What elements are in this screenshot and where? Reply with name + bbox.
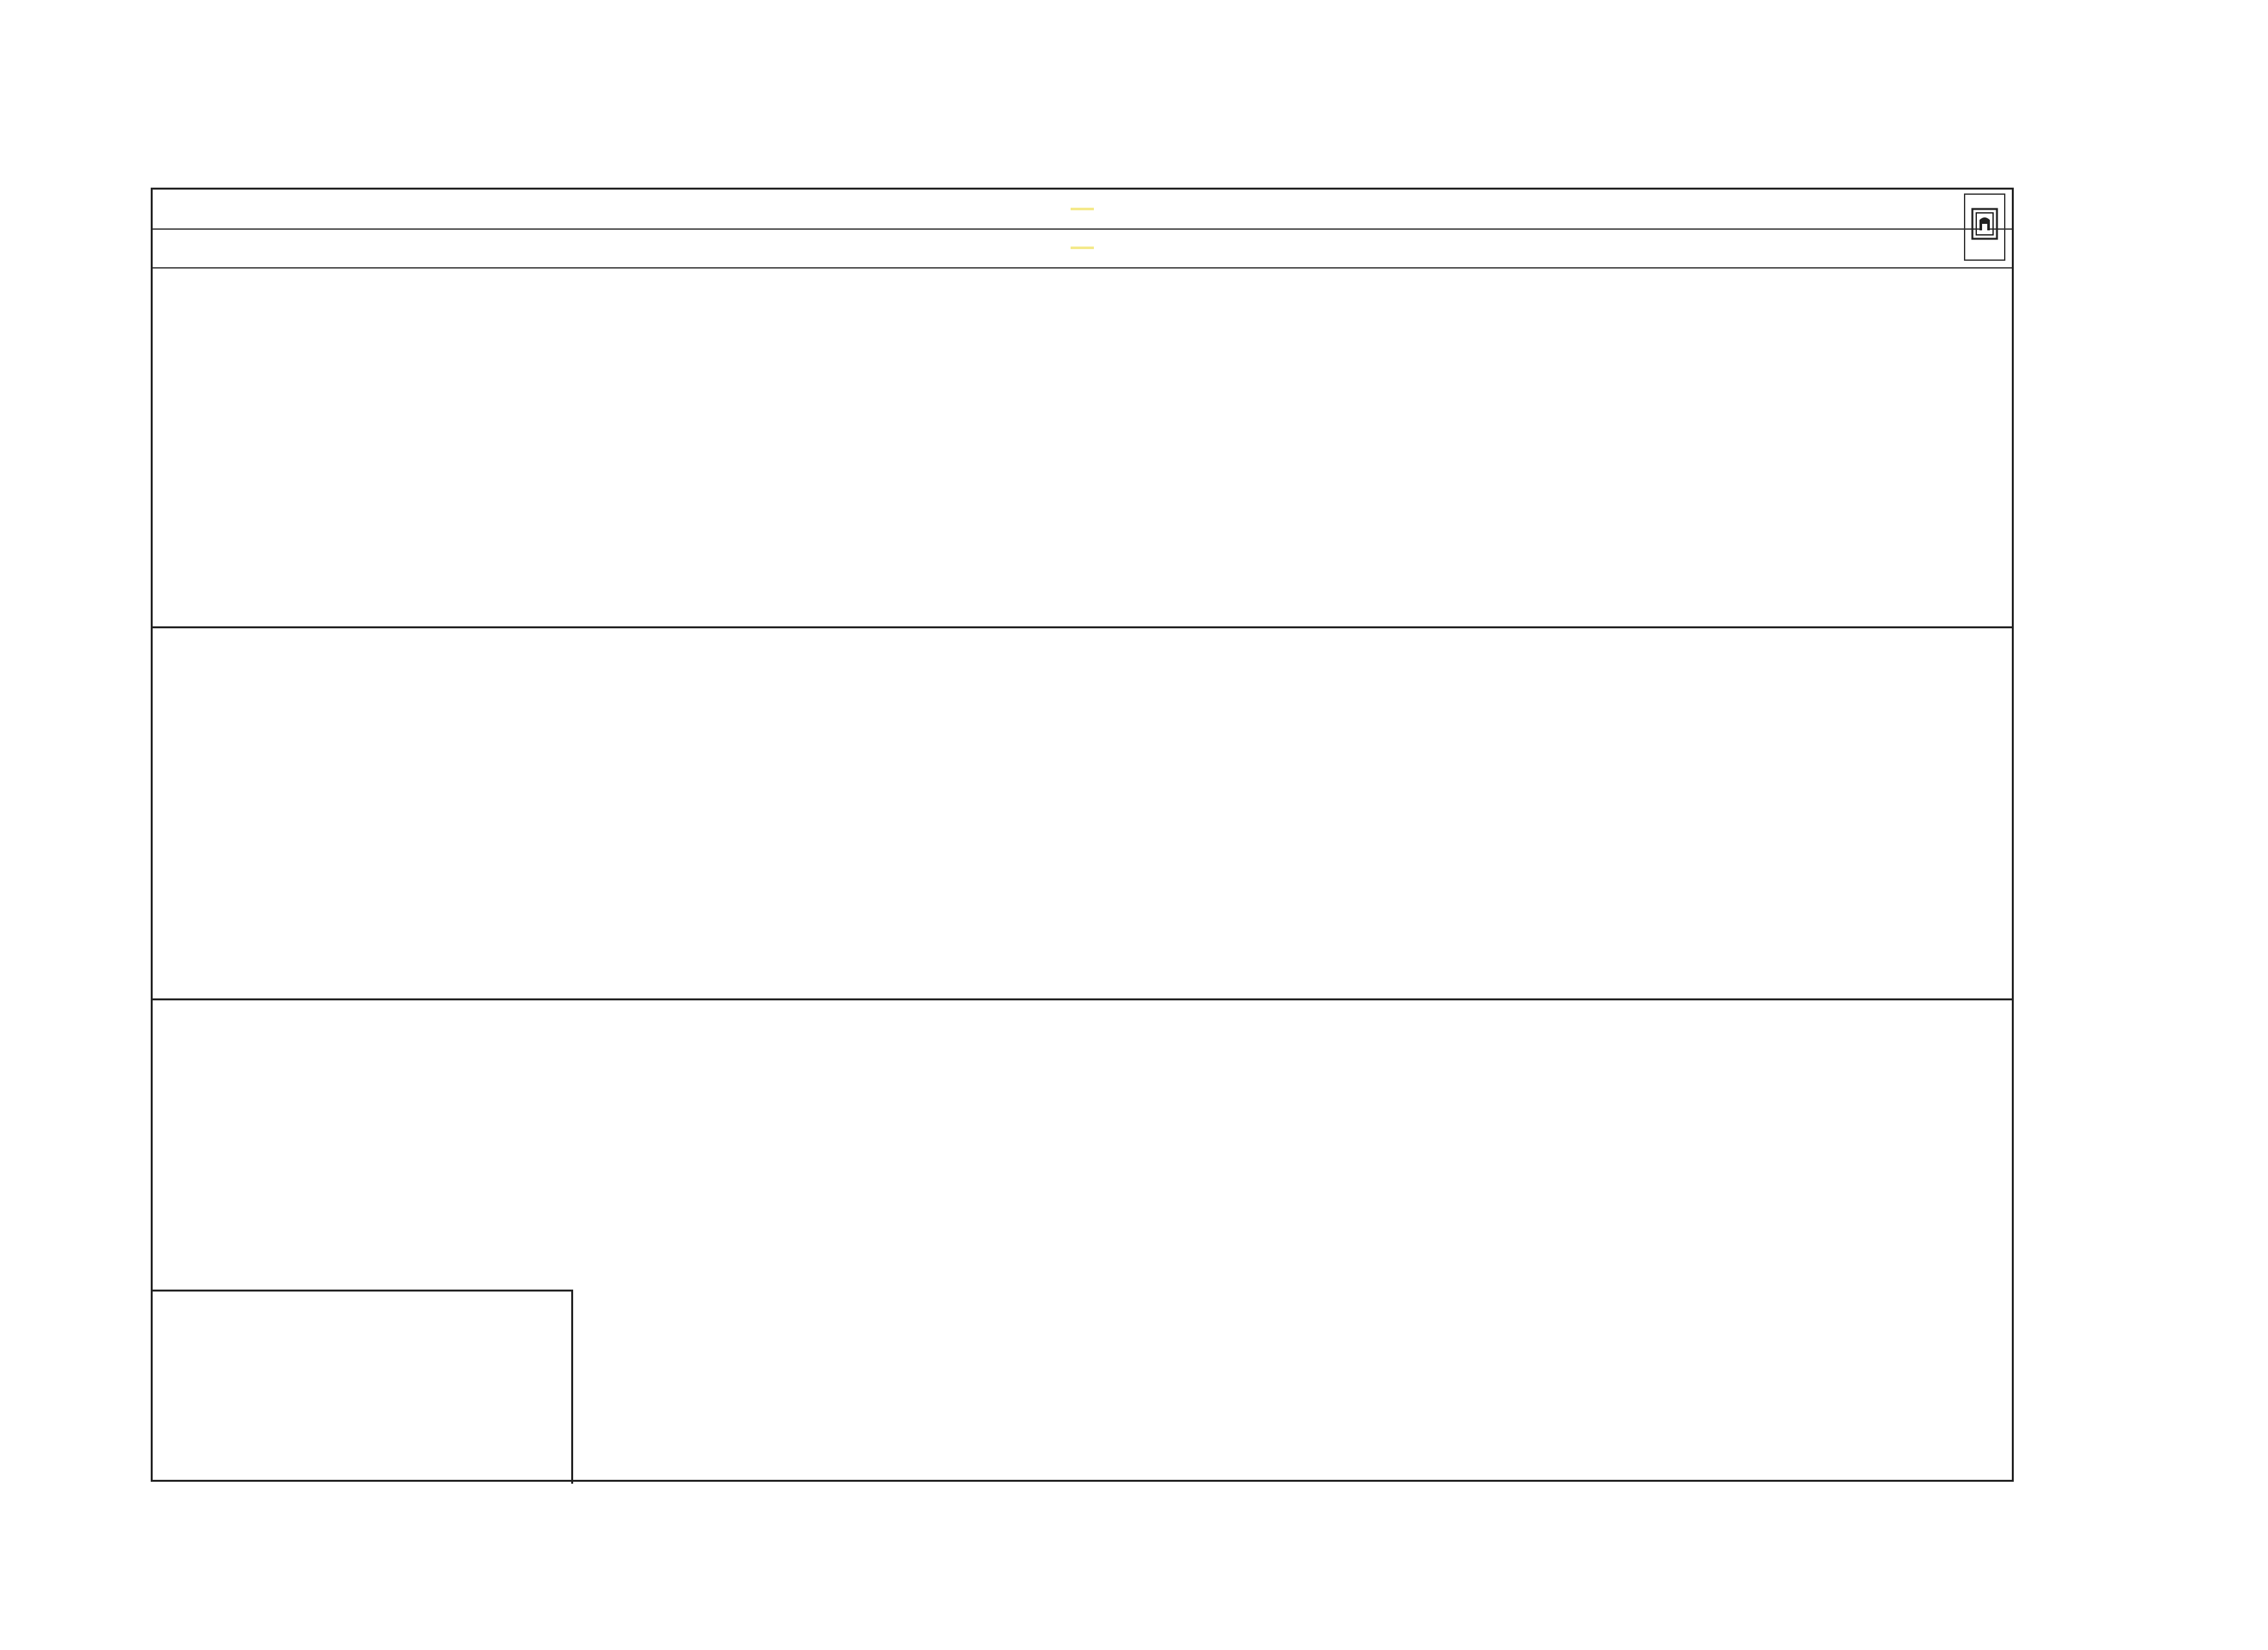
header-university: [153, 190, 2012, 230]
semesters-5-8: [153, 626, 2012, 998]
university-title: [1071, 208, 1094, 210]
regulation-notes: [153, 998, 2012, 1283]
semesters-1-4: [153, 267, 2012, 626]
header-chart: [153, 228, 2012, 269]
emblem-icon: [1970, 207, 1999, 246]
curriculum-chart: [151, 188, 2014, 1482]
credit-summary: [153, 1290, 573, 1484]
university-logo: [1964, 193, 2005, 261]
chart-title: [1071, 247, 1094, 249]
